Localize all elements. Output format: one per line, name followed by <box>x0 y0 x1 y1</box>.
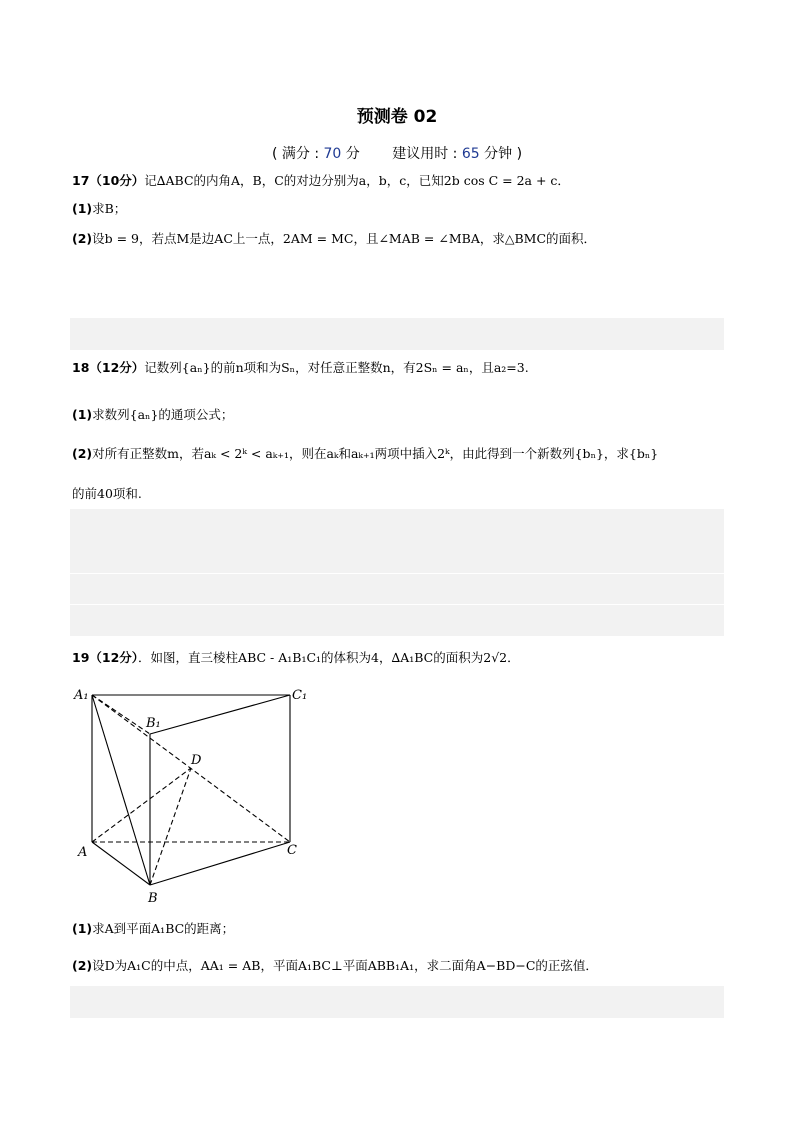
label-d: D <box>191 753 202 768</box>
q19-answer-area[interactable] <box>70 986 724 1018</box>
q17-answer-area[interactable] <box>70 318 724 350</box>
q17-head: 17（10分） <box>72 173 145 188</box>
answer-separator <box>70 604 724 605</box>
q19-part2-line <box>72 957 598 975</box>
q18-stem: 记数列{aₙ}的前n项和为Sₙ，对任意正整数n，有2Sₙ = aₙ，且a₂=3. <box>144 360 529 375</box>
edge-a1b <box>92 695 150 885</box>
q17-stem: 记∆ABC的内角A，B，C的对边分别为a，b，c，已知2b cos C = 2a + c． <box>144 173 570 188</box>
prism-figure <box>70 680 320 910</box>
q18-p2-label: (2) <box>72 446 93 461</box>
q19-p2-label: (2) <box>72 958 93 973</box>
edge-bd <box>150 768 191 885</box>
q18-head: 18（12分） <box>72 360 145 375</box>
q17-p1-label: (1) <box>72 201 93 216</box>
label-c1: C₁ <box>292 688 308 703</box>
q18-part2-line <box>72 445 658 463</box>
q18-part2-cont-line <box>72 485 142 503</box>
q19-p1: 求A到平面A₁BC的距离； <box>92 921 235 936</box>
label-c: C <box>287 843 297 858</box>
q19-p1-label: (1) <box>72 921 93 936</box>
label-a1: A₁ <box>74 688 89 703</box>
q17-part1-line <box>72 200 126 218</box>
edge-b1c1 <box>150 695 290 734</box>
q19-p2: 设D为A₁C的中点，AA₁ = AB，平面A₁BC⊥平面ABB₁A₁，求二面角A−BD−C的正弦值． <box>92 958 598 973</box>
q17-stem-line <box>72 172 570 190</box>
q19-head: 19（12分） <box>72 650 139 665</box>
q18-p1: 求数列{aₙ}的通项公式； <box>92 407 234 422</box>
full-score: 70 <box>323 146 342 162</box>
q19-stem: ．如图，直三棱柱ABC - A₁B₁C₁的体积为4，∆A₁BC的面积为2√2． <box>138 650 520 665</box>
label-a: A <box>78 845 88 860</box>
exam-info-open: ( 满分 : <box>271 146 324 162</box>
label-b: B <box>148 891 158 906</box>
q17-p2-label: (2) <box>72 231 93 246</box>
q19-part1-line <box>72 920 234 938</box>
q18-p2b: 的前40项和. <box>72 486 142 501</box>
page-title: 预测卷 02 <box>356 107 438 127</box>
q17-part2-line <box>72 230 596 248</box>
label-b1: B₁ <box>146 716 161 731</box>
q17-p1: 求B； <box>92 201 127 216</box>
edge-bc <box>150 842 290 885</box>
q18-p2a: 对所有正整数m，若aₖ < 2ᵏ < aₖ₊₁，则在aₖ和aₖ₊₁两项中插入2ᵏ，由此得到一个新数列{bₙ}，求{bₙ} <box>92 446 659 461</box>
q18-p1-label: (1) <box>72 407 93 422</box>
exam-info-close: 分钟 ) <box>479 146 523 162</box>
edge-ad <box>92 768 191 842</box>
q17-p2: 设b = 9，若点M是边AC上一点，2AM = MC，且∠MAB = ∠MBA，求△BMC的面积． <box>92 231 597 246</box>
suggested-time: 65 <box>461 146 480 162</box>
q18-stem-line <box>72 359 529 377</box>
q18-part1-line <box>72 406 233 424</box>
exam-info <box>0 143 794 163</box>
q19-stem-line <box>72 649 520 667</box>
exam-info-mid: 分 建议用时 : <box>341 146 462 162</box>
answer-separator <box>70 573 724 574</box>
q18-answer-area[interactable] <box>70 509 724 636</box>
edge-ab <box>92 842 150 885</box>
